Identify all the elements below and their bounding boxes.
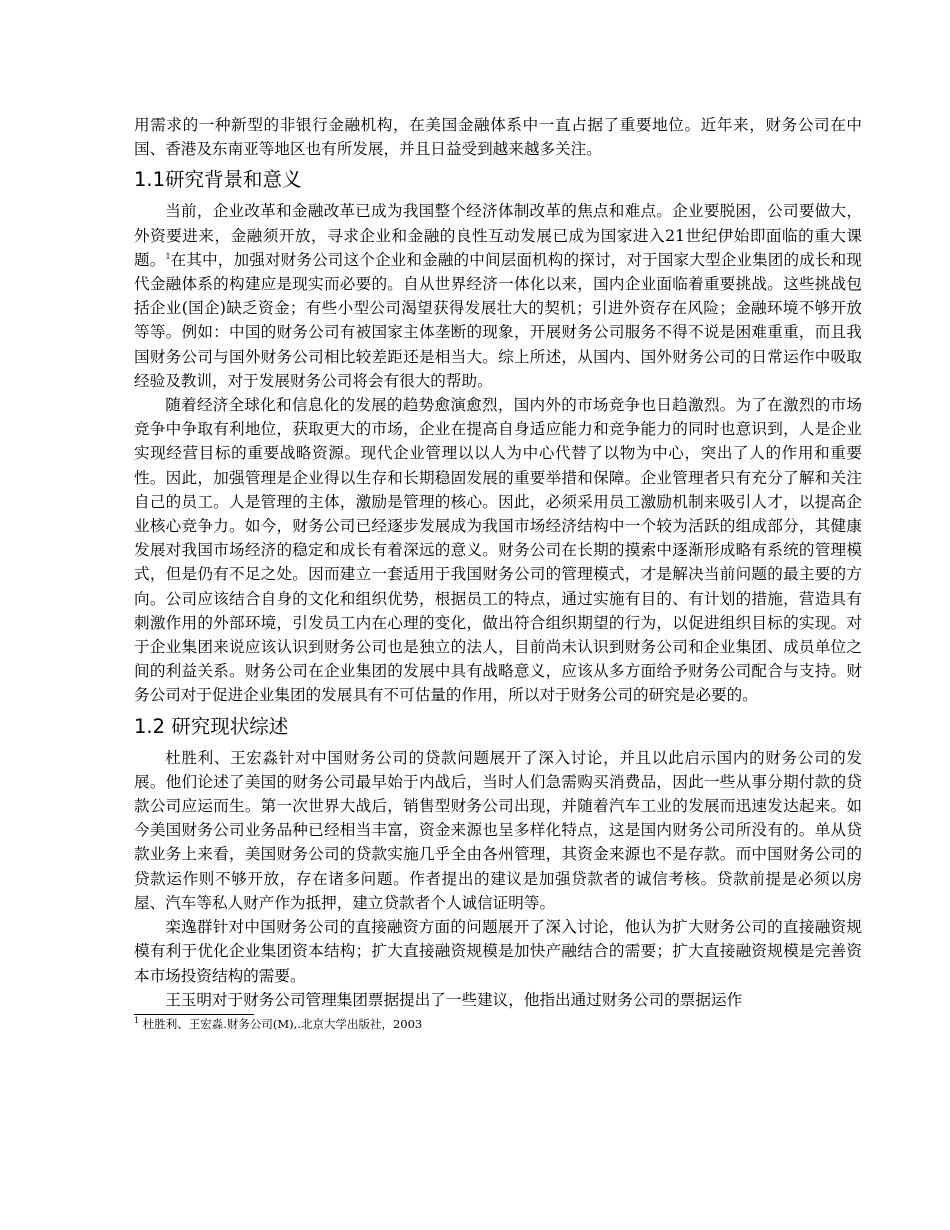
paragraph-intro: 用需求的一种新型的非银行金融机构，在美国金融体系中一直占据了重要地位。近年来，财务公司在中国、香港及东南亚等地区也有所发展，并且日益受到越来越多关注。 [134, 116, 862, 159]
paragraph-status-1: 杜胜利、王宏淼针对中国财务公司的贷款问题展开了深入讨论，并且以此启示国内的财务公司的发展。他们论述了美国的财务公司最早始于内战后，当时人们急需购买消费品，因此一些从事分期付款的贷款公司应运而生。第一次世界大战后，销售型财务公司出现，并随着汽车工业的发展而迅速发达起来。如今美国财务公司业务品种已经相当丰富，资金来源也呈多样化特点，这是国内财务公司所没有的。单从贷款业务上来看，美国财务公司的贷款实施几乎全由各州管理，其资金来源也不是存款。而中国财务公司的贷款运作则不够开放，存在诸多问题。作者提出的建议是加强贷款者的诚信考核。贷款前提是必须以房屋、汽车等私人财产作为抵押，建立贷款者个人诚信证明等。 [134, 748, 862, 912]
paragraph-background-1-part-a: 当前，企业改革和金融改革已成为我国整个经济体制改革的焦点和难点。企业要脱困，公司要做大，外资要进来，金融须开放，寻求企业和金融的良性互动发展已成为国家进入21世纪伊始即面临的重大课题。 [134, 202, 862, 269]
section-heading-1-1: 1.1研究背景和意义 [134, 168, 302, 192]
paragraph-status-3: 王玉明对于财务公司管理集团票据提出了一些建议，他指出通过财务公司的票据运作 [165, 990, 743, 1009]
paragraph-background-2: 随着经济全球化和信息化的发展的趋势愈演愈烈，国内外的市场竞争也日趋激烈。为了在激烈的市场竞争中争取有利地位，获取更大的市场，企业在提高自身适应能力和竞争能力的同时也意识到，人是企业实现经营目标的重要战略资源。现代企业管理以以人为中心代替了以物为中心，突出了人的作用和重要性。因此，加强管理是企业得以生存和长期稳固发展的重要举措和保障。企业管理者只有充分了解和关注自己的员工。人是管理的主体，激励是管理的核心。因此，必须采用员工激励机制来吸引人才，以提高企业核心竞争力。如今，财务公司已经逐步发展成为我国市场经济结构中一个较为活跃的组成部分，其健康发展对我国市场经济的稳定和成长有着深远的意义。财务公司在长期的摸索中逐渐形成略有系统的管理模式，但是仍有不足之处。因而建立一套适用于我国财务公司的管理模式，才是解决当前问题的最主要的方向。公司应该结合自身的文化和组织优势，根据员工的特点，通过实施有目的、有计划的措施，营造具有刺激作用的外部环境，引发员工内在心理的变化，做出符合组织期望的行为，以促进组织目标的实现。对于企业集团来说应该认识到财务公司也是独立的法人，目前尚未认识到财务公司和企业集团、成员单位之间的利益关系。财务公司在企业集团的发展中具有战略意义，应该从多方面给予财务公司配合与支持。财务公司对于促进企业集团的发展具有不可估量的作用，所以对于财务公司的研究是必要的。 [134, 396, 862, 705]
paragraph-status-2: 栾逸群针对中国财务公司的直接融资方面的问题展开了深入讨论，他认为扩大财务公司的直接融资规模有利于优化企业集团资本结构；扩大直接融资规模是加快产融结合的需要；扩大直接融资规模是完善资本市场投资结构的需要。 [134, 918, 862, 985]
paragraph-background-1-part-b: 在其中，加强对财务公司这个企业和金融的中间层面机构的探讨，对于国家大型企业集团的成长和现代金融体系的构建应是现实而必要的。自从世界经济一体化以来，国内企业面临着重要挑战。这些挑战包括企业(国企)缺乏资金；有些小型公司渴望获得发展壮大的契机；引进外资存在风险；金融环境不够开放等等。例如：中国的财务公司有被国家主体垄断的现象，开展财务公司服务不得不说是困难重重，而且我国财务公司与国外财务公司相比较差距还是相当大。综上所述，从国内、国外财务公司的日常运作中吸取经验及教训，对于发展财务公司将会有很大的帮助。 [134, 250, 862, 390]
section-heading-1-2: 1.2 研究现状综述 [134, 714, 289, 738]
footnote-text: 杜胜利、王宏淼.财务公司(M),.北京大学出版社，2003 [139, 1016, 423, 1031]
footnote-marker: 1 [134, 1016, 140, 1026]
paragraph-background-1 [134, 199, 862, 393]
footnote-reference[interactable]: 1 [165, 251, 171, 261]
footnote [134, 1015, 862, 1033]
document-page [134, 113, 862, 1033]
